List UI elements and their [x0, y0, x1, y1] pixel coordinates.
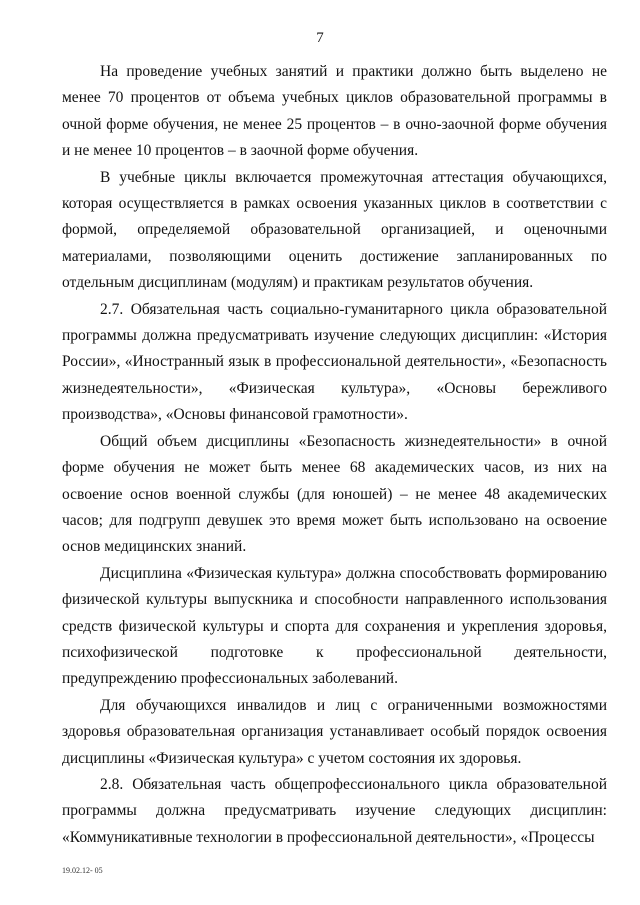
paragraph-physical-culture: Дисциплина «Физическая культура» должна способствовать формированию физической культуры выпускника и способности направленного использования средств физической культуры и спорта для сохранения и укрепления здоровья, психофизической подготовке к профессиональной деятельности, предупреждению профессиональных заболеваний.: [62, 564, 607, 688]
document-body: [62, 59, 607, 851]
paragraph-practice-share: На проведение учебных занятий и практики должно быть выделено не менее 70 процентов от объема учебных циклов образовательной программы в очной форме обучения, не менее 25 процентов – в очно-заочной форме обучения и не менее 10 процентов – в заочной форме обучения.: [62, 63, 607, 160]
paragraph-intermediate-attestation: В учебные циклы включается промежуточная аттестация обучающихся, которая осуществляется в рамках освоения указанных циклов в соответствии с формой, определяемой образовательной организацией, и оценочными материалами, позволяющими оценить достижение запланированных по отдельным дисциплинам (модулям) и практикам результатов обучения.: [62, 168, 607, 292]
paragraph-life-safety-volume: Общий объем дисциплины «Безопасность жизнедеятельности» в очной форме обучения не может быть менее 68 академических часов, из них на освоение основ военной службы (для юношей) – не менее 48 академических часов; для подгрупп девушек это время может быть использовано на освоение основ медицинских знаний.: [62, 432, 607, 556]
paragraph-2-8-general-professional: 2.8. Обязательная часть общепрофессионального цикла образовательной программы должна предусматривать изучение следующих дисциплин: «Коммуникативные технологии в профессиональной деятельности», «Процессы: [62, 775, 607, 846]
paragraph-disabled-students: Для обучающихся инвалидов и лиц с ограниченными возможностями здоровья образовательная организация устанавливает особый порядок освоения дисциплины «Физическая культура» с учетом состояния их здоровья.: [62, 696, 607, 767]
paragraph-2-7-social-humanitarian: 2.7. Обязательная часть социально-гуманитарного цикла образовательной программы должна предусматривать изучение следующих дисциплин: «История России», «Иностранный язык в профессиональной деятельности», «Безопасность жизнедеятельности», «Физическая культура», «Основы бережливого производства», «Основы финансовой грамотности».: [62, 300, 607, 424]
page-number: 7: [316, 30, 324, 46]
footer-document-code: 19.02.12- 05: [62, 866, 103, 875]
